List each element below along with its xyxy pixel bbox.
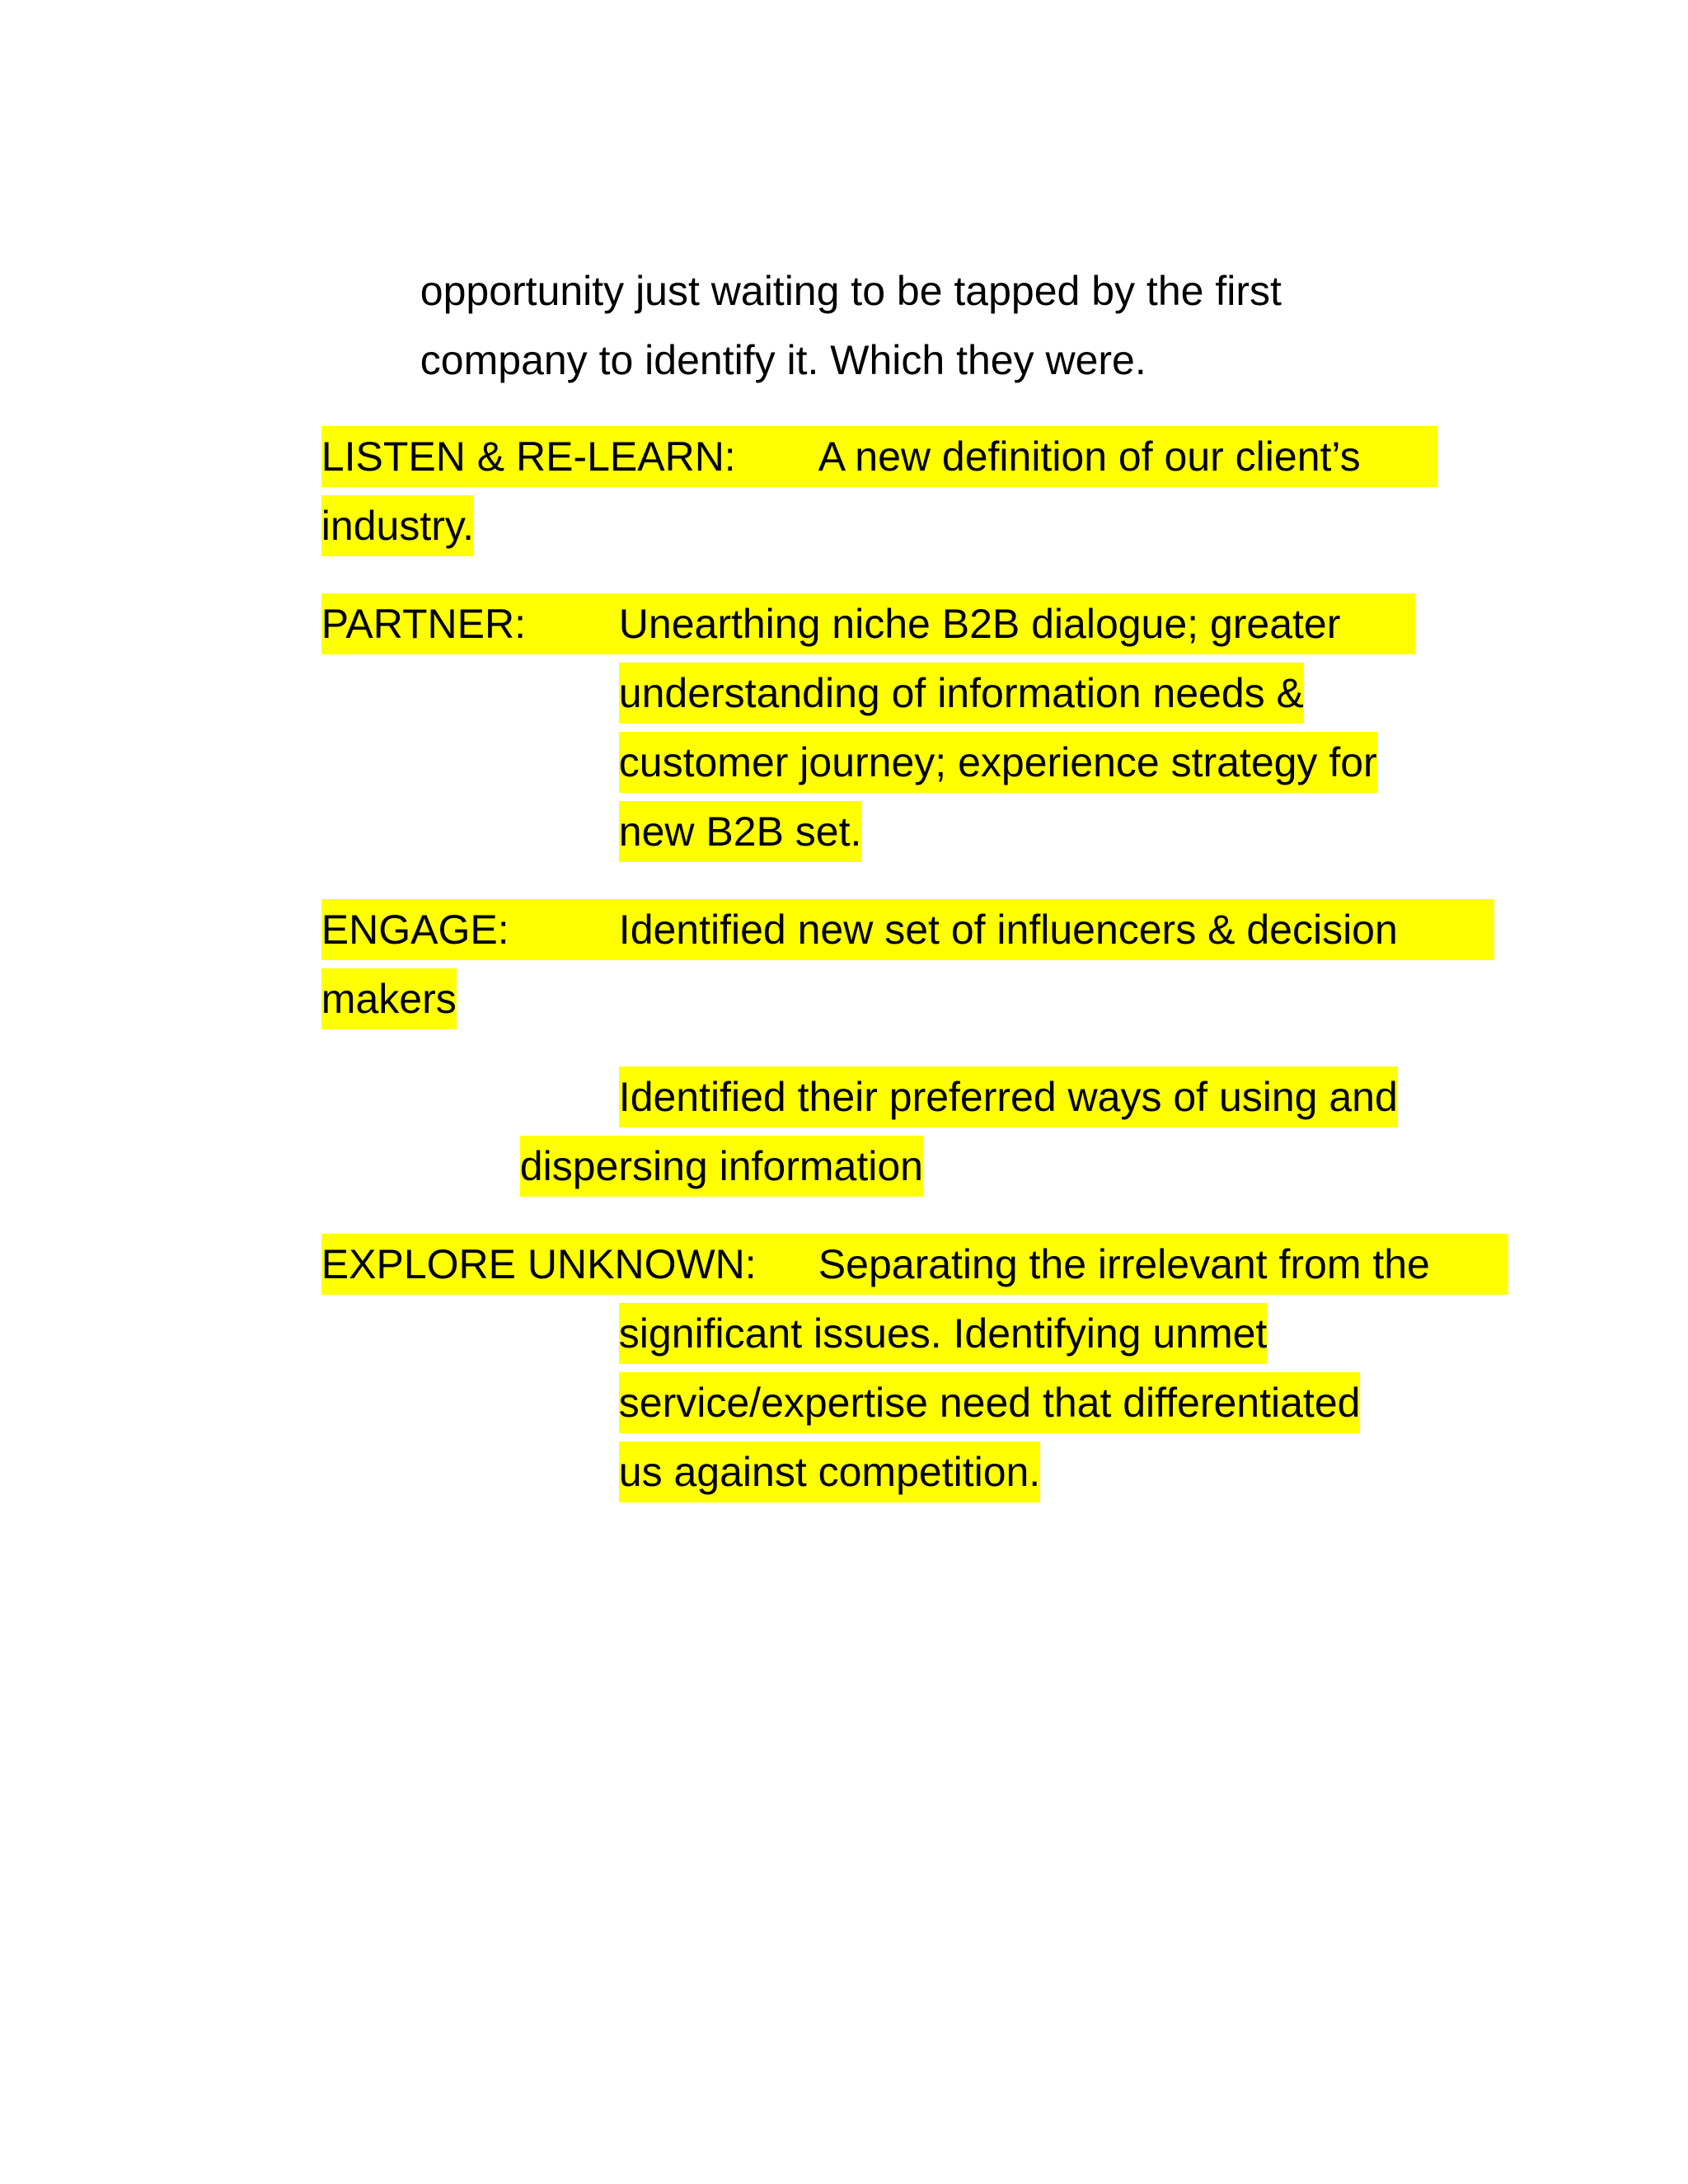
listen-text-line-1	[795, 365, 1361, 480]
engage-text-1: Identified new set of influencers & decision	[618, 907, 1398, 953]
explore-line-1	[795, 1173, 1430, 1287]
partner-label-text: PARTNER:	[321, 601, 526, 647]
partner-text-2: understanding of information needs &	[619, 663, 1304, 724]
listen-label: LISTEN & RE-LEARN:	[321, 434, 736, 480]
intro-line-2	[397, 269, 1146, 383]
partner-text-3: customer journey; experience strategy for	[619, 732, 1377, 793]
partner-line-4	[596, 740, 862, 855]
explore-text-2: significant issues. Identifying unmet	[619, 1303, 1268, 1364]
explore-text-4: us against competition.	[619, 1441, 1040, 1502]
intro-text-2: company to identify it. Which they were.	[420, 337, 1146, 383]
partner-text-4: new B2B set.	[619, 801, 862, 862]
partner-line-3	[596, 671, 1377, 785]
partner-text-1: Unearthing niche B2B dialogue; greater	[618, 601, 1341, 647]
intro-line-1	[397, 199, 1282, 314]
engage-line-4	[497, 1075, 923, 1189]
engage-label-text: ENGAGE:	[321, 907, 509, 953]
explore-text-1: Separating the irrelevant from the	[818, 1241, 1430, 1287]
explore-text-3: service/expertise need that differentiated	[619, 1372, 1361, 1433]
engage-line-2	[298, 907, 457, 1022]
listen-line-2	[298, 434, 475, 549]
engage-text-3: Identified their preferred ways of using and	[619, 1066, 1398, 1127]
explore-line-2	[596, 1242, 1268, 1357]
intro-text-1: opportunity just waiting to be tapped by the first	[420, 268, 1282, 314]
partner-line-2	[596, 602, 1304, 716]
partner-line-1	[596, 532, 1341, 647]
engage-text-2: makers	[321, 968, 457, 1029]
explore-line-4	[596, 1380, 1041, 1495]
listen-text-1: A new definition of our client’s	[818, 434, 1361, 480]
engage-line-1	[596, 838, 1398, 953]
engage-line-3	[596, 1005, 1398, 1120]
explore-line-3	[596, 1311, 1361, 1426]
explore-label-text: EXPLORE UNKNOWN:	[321, 1241, 757, 1287]
engage-text-4: dispersing information	[520, 1136, 923, 1197]
listen-text-2: industry.	[321, 495, 474, 556]
